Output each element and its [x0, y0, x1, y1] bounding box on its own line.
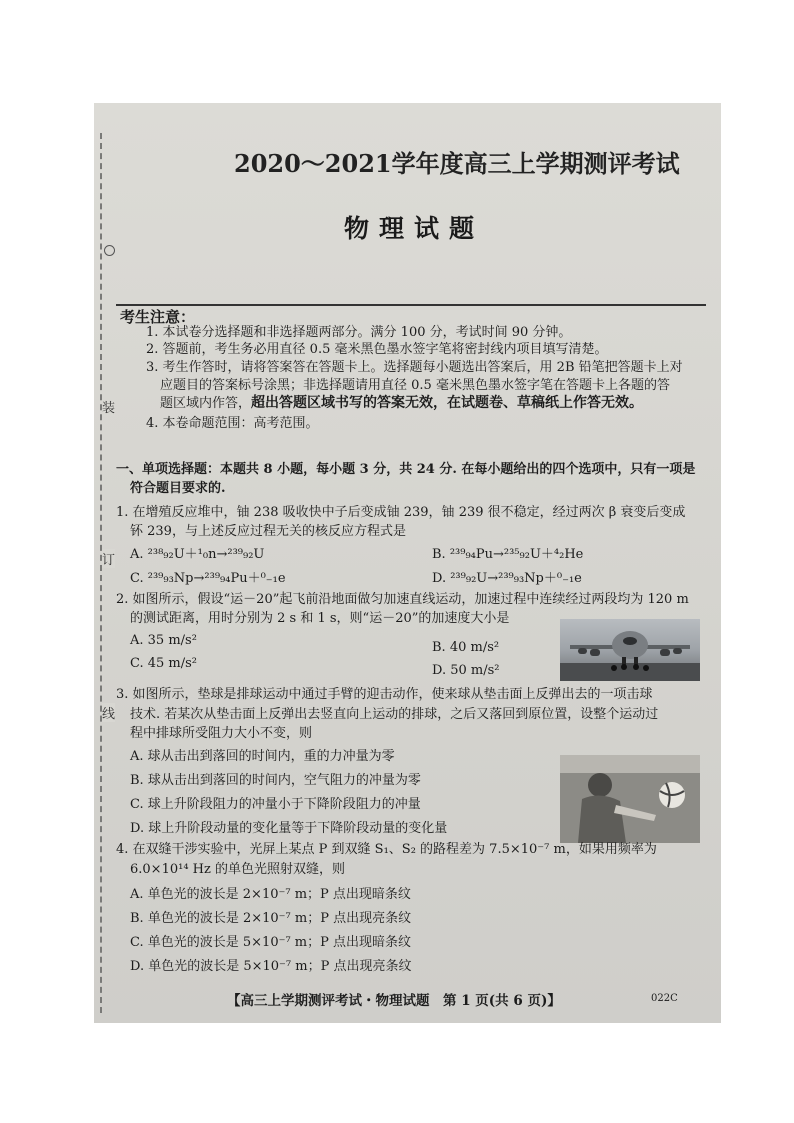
- question-3-stem: 技术. 若某次从垫击面上反弹出去竖直向上运动的排球，之后又落回到原位置，设整个运动过: [130, 707, 659, 722]
- notice-item: 4. 本卷命题范围：高考范围。: [146, 416, 319, 431]
- question-4-option-b: B. 单色光的波长是 2×10⁻⁷ m；P 点出现亮条纹: [130, 911, 412, 926]
- notice-item: 3. 考生作答时，请将答案答在答题卡上。选择题每小题选出答案后，用 2B 铅笔把答题卡上对: [146, 360, 683, 375]
- question-2-stem: 2. 如图所示，假设“运－20”起飞前沿地面做匀加速直线运动，加速过程中连续经过两段均为 120 m: [116, 592, 689, 607]
- binding-char: 订: [102, 549, 115, 568]
- notice-item: 1. 本试卷分选择题和非选择题两部分。满分 100 分，考试时间 90 分钟。: [146, 325, 572, 340]
- question-3-option-b: B. 球从击出到落回的时间内，空气阻力的冲量为零: [130, 773, 421, 788]
- binding-hole-icon: [104, 245, 115, 256]
- section-heading: 一、单项选择题：本题共 8 小题，每小题 3 分，共 24 分. 在每小题给出的四个选项中，只有一项是: [116, 462, 696, 477]
- notice-item: 2. 答题前，考生务必用直径 0.5 毫米黑色墨水签字笔将密封线内项目填写清楚。: [146, 342, 608, 357]
- question-3-option-d: D. 球上升阶段动量的变化量等于下降阶段动量的变化量: [130, 821, 448, 836]
- question-3-stem: 程中排球所受阻力大小不变，则: [130, 726, 313, 741]
- question-2-option-a: A. 35 m/s²: [130, 633, 197, 648]
- section-heading: 符合题目要求的.: [130, 481, 226, 496]
- binding-char: 装: [102, 397, 115, 416]
- notice-item: 应题目的答案标号涂黑；非选择题请用直径 0.5 毫米黑色墨水签字笔在答题卡上各题的答: [160, 378, 670, 393]
- exam-title: 2020～2021学年度高三上学期测评考试: [234, 149, 680, 178]
- question-1-option-b: B. ²³⁹₉₄Pu→²³⁵₉₂U＋⁴₂He: [432, 547, 584, 562]
- question-1-stem: 钚 239，与上述反应过程无关的核反应方程式是: [130, 524, 406, 539]
- question-2-stem: 的测试距离，用时分别为 2 s 和 1 s，则“运－20”的加速度大小是: [130, 611, 510, 626]
- volleyball-photo: [560, 755, 700, 843]
- question-3-stem: 3. 如图所示，垫球是排球运动中通过手臂的迎击动作，使来球从垫击面上反弹出去的一项击球: [116, 687, 653, 702]
- exam-sheet: [94, 103, 721, 1023]
- question-1-option-d: D. ²³⁹₉₂U→²³⁹₉₃Np＋⁰₋₁e: [432, 571, 582, 586]
- question-4-stem: 6.0×10¹⁴ Hz 的单色光照射双缝，则: [130, 862, 345, 877]
- question-2-option-b: B. 40 m/s²: [432, 640, 500, 655]
- notice-item: [160, 395, 643, 412]
- question-3-option-a: A. 球从击出到落回的时间内，重的力冲量为零: [130, 749, 395, 764]
- header-divider: [116, 304, 706, 306]
- binding-char: 线: [102, 703, 115, 722]
- binding-line: [100, 133, 116, 1013]
- notice-item-part: 题区域内作答，: [160, 396, 252, 411]
- question-2-option-c: C. 45 m/s²: [130, 656, 198, 671]
- question-1-option-a: A. ²³⁸₉₂U＋¹₀n→²³⁹₉₂U: [130, 547, 265, 562]
- question-1-option-c: C. ²³⁹₉₃Np→²³⁹₉₄Pu＋⁰₋₁e: [130, 571, 286, 586]
- aircraft-photo: [560, 619, 700, 681]
- notice-emphasis: 超出答题区域书写的答案无效，在试题卷、草稿纸上作答无效。: [251, 395, 644, 411]
- question-4-option-d: D. 单色光的波长是 5×10⁻⁷ m；P 点出现亮条纹: [130, 959, 412, 974]
- question-2-option-d: D. 50 m/s²: [432, 663, 500, 678]
- question-4-stem: 4. 在双缝干涉实验中，光屏上某点 P 到双缝 S₁、S₂ 的路程差为 7.5×10⁻⁷ m，如果用频率为: [116, 842, 657, 857]
- question-3-option-c: C. 球上升阶段阻力的冲量小于下降阶段阻力的冲量: [130, 797, 421, 812]
- question-1-stem: 1. 在增殖反应堆中，铀 238 吸收快中子后变成铀 239，铀 239 很不稳定，经过两次 β 衰变后变成: [116, 505, 686, 520]
- question-4-option-c: C. 单色光的波长是 5×10⁻⁷ m；P 点出现暗条纹: [130, 935, 411, 950]
- paper-code: 022C: [651, 993, 678, 1004]
- question-4-option-a: A. 单色光的波长是 2×10⁻⁷ m；P 点出现暗条纹: [130, 887, 411, 902]
- subject-title: 物理试题: [344, 214, 485, 243]
- page-footer: 【高三上学期测评考试・物理试题 第 1 页(共 6 页)】: [227, 993, 561, 1009]
- notice-title: 考生注意：: [120, 308, 196, 326]
